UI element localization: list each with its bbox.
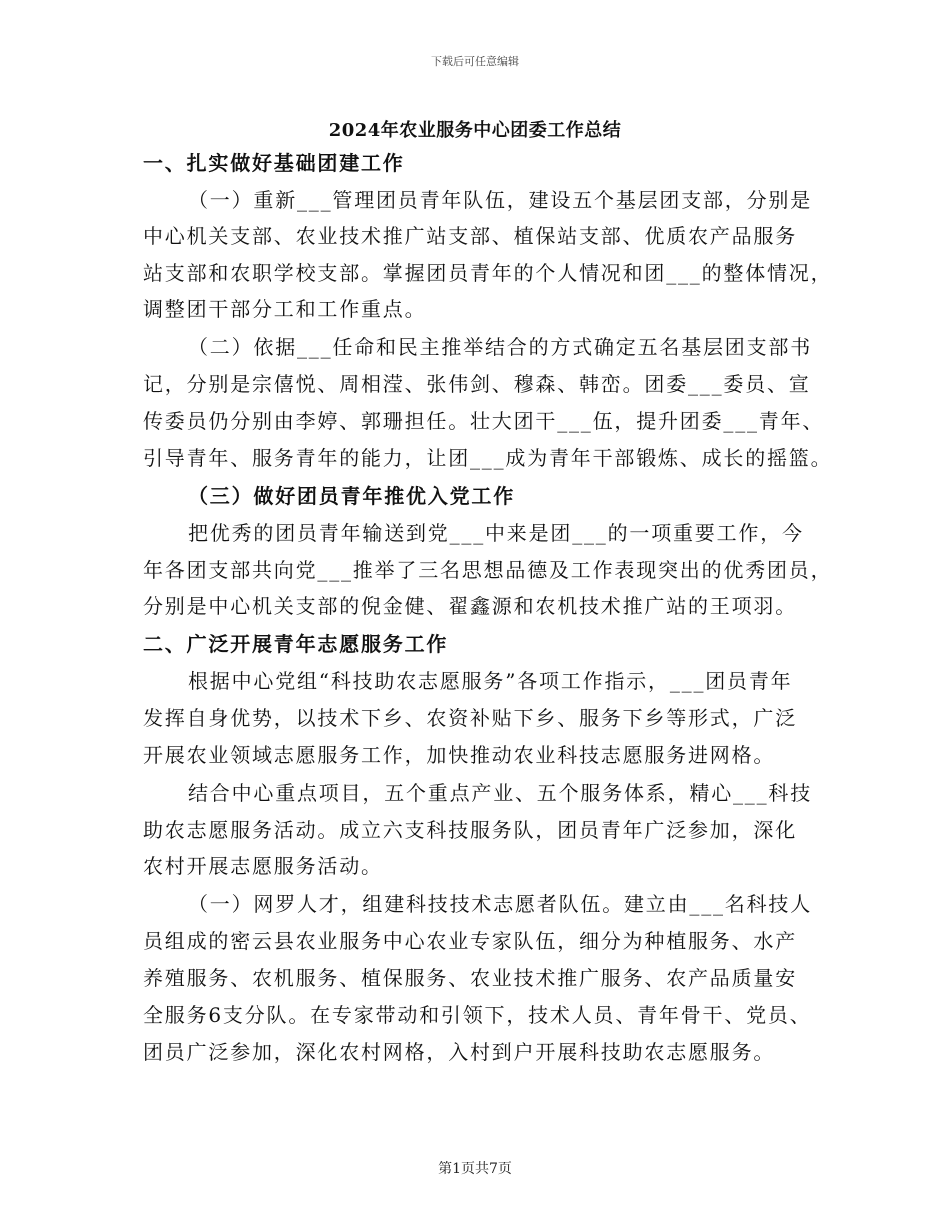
paragraph-line: 引导青年、服务青年的能力，让团___成为青年干部锻炼、成长的摇篮。 (143, 446, 833, 470)
paragraph-line: 农村开展志愿服务活动。 (143, 854, 383, 878)
paragraph-line: 记，分别是宗僖悦、周相滢、张伟剑、穆森、韩峦。团委___委员、宣 (143, 372, 811, 396)
paragraph-line: 全服务6支分队。在专家带动和引领下，技术人员、青年骨干、党员、 (143, 1003, 812, 1027)
paragraph-line: 团员广泛参加，深化农村网格，入村到户开展科技助农志愿服务。 (143, 1040, 776, 1064)
paragraph-line: 根据中心党组“科技助农志愿服务”各项工作指示，___团员青年 (188, 669, 793, 693)
paragraph-line: （一）网罗人才，组建科技技术志愿者队伍。建立由___名科技人 (188, 892, 812, 916)
subsection-heading: （三）做好团员青年推优入党工作 (188, 484, 515, 508)
paragraph-line: 助农志愿服务活动。成立六支科技服务队，团员青年广泛参加，深化 (143, 818, 797, 842)
paragraph-line: 把优秀的团员青年输送到党___中来是团___的一项重要工作，今 (188, 521, 804, 545)
section-heading-2: 二、广泛开展青年志愿服务工作 (143, 632, 449, 656)
paragraph-line: 调整团干部分工和工作重点。 (143, 297, 427, 321)
page-number: 第1页共7页 (438, 1161, 512, 1177)
header-note: 下载后可任意编辑 (431, 55, 519, 68)
document-title: 2024年农业服务中心团委工作总结 (328, 120, 622, 141)
paragraph-line: 中心机关支部、农业技术推广站支部、植保站支部、优质农产品服务 (143, 224, 797, 248)
paragraph-line: 分别是中心机关支部的倪金健、翟鑫源和农机技术推广站的王项羽。 (143, 594, 797, 618)
section-heading-1: 一、扎实做好基础团建工作 (143, 151, 405, 175)
paragraph-line: （一）重新___管理团员青年队伍，建设五个基层团支部，分别是 (188, 188, 812, 212)
paragraph-line: 开展农业领域志愿服务工作，加快推动农业科技志愿服务进网格。 (143, 743, 776, 767)
paragraph-line: 养殖服务、农机服务、植保服务、农业技术推广服务、农产品质量安 (143, 966, 797, 990)
paragraph-line: 传委员仍分别由李婷、郭珊担任。壮大团干___伍，提升团委___青年、 (143, 409, 825, 433)
paragraph-line: 站支部和农职学校支部。掌握团员青年的个人情况和团___的整体情况， (143, 261, 833, 285)
paragraph-line: 发挥自身优势，以技术下乡、农资补贴下乡、服务下乡等形式，广泛 (143, 706, 797, 730)
paragraph-line: 员组成的密云县农业服务中心农业专家队伍，细分为种植服务、水产 (143, 929, 797, 953)
paragraph-line: （二）依据___任命和民主推举结合的方式确定五名基层团支部书 (188, 335, 812, 359)
paragraph-line: 年各团支部共向党___推举了三名思想品德及工作表现突出的优秀团员， (143, 558, 833, 582)
paragraph-line: 结合中心重点项目，五个重点产业、五个服务体系，精心___科技 (188, 781, 812, 805)
